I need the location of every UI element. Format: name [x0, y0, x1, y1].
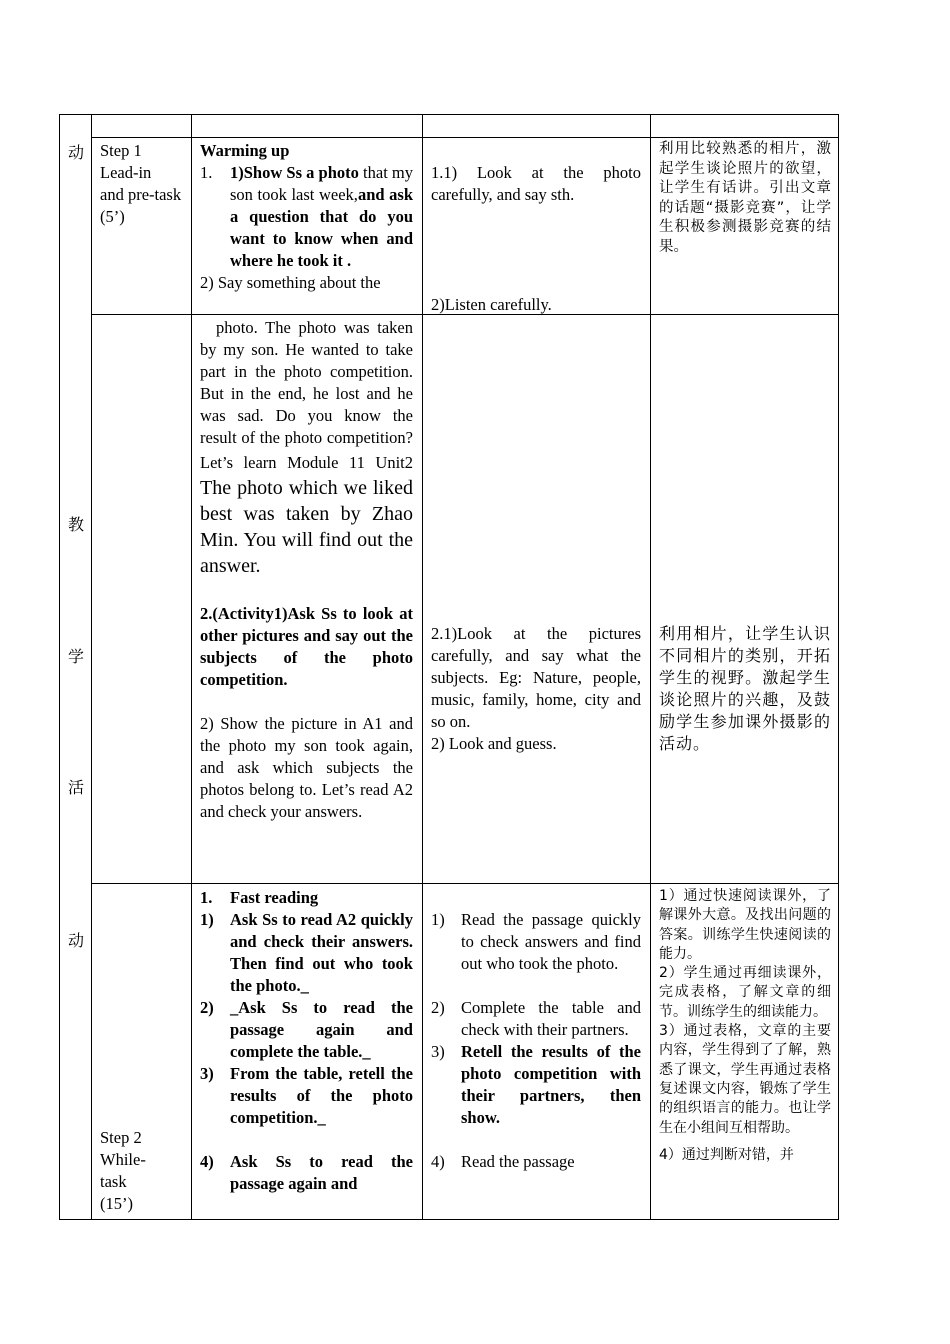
item-text: From the table, retell the results of the photo competition._ [230, 1064, 413, 1127]
item-text: Ask Ss to read A2 quickly and check their answers. Then find out who took the photo._ [230, 910, 413, 995]
item-number: 4) [431, 1152, 445, 1171]
table-border-top [59, 114, 839, 115]
side-label-char: 动 [67, 143, 84, 162]
item-number: 1) [200, 910, 214, 929]
step2-label-line: While- [100, 1150, 146, 1169]
col-divider-1 [91, 114, 92, 1220]
cont-teacher-activity [200, 317, 413, 823]
cont-teacher-text: photo. The photo was taken by my son. He wanted to take part in the photo competition. But in the end, he lost and he was sad. Do you know the result of the photo competition? Let’s learn Module 11 Unit2 [200, 318, 413, 472]
heading-number: 1. [200, 888, 213, 907]
step1-purpose: 利用比较熟悉的相片，激起学生谈论照片的欲望，让学生有话讲。引出文章的话题“摄影竞赛”，让学生积极参测摄影竞赛的结果。 [659, 141, 831, 255]
row-divider-3 [91, 883, 839, 884]
warming-up-heading: Warming up [200, 141, 290, 160]
step2-student-item [431, 1151, 641, 1173]
step2-label [100, 1127, 186, 1215]
item-number: 2) [431, 998, 445, 1017]
table-border-right [838, 114, 839, 1220]
step2-teacher-item [200, 909, 413, 997]
purpose-para: 3）通过表格，文章的主要内容，学生得到了了解，熟悉了课文，学生再通过表格复述课文内容，锻炼了学生的组织语言的能力。也让学生在小组间互相帮助。 [659, 1023, 831, 1136]
cont-purpose: 利用相片，让学生认识不同相片的类别，开拓学生的视野。激起学生谈论照片的兴趣，及鼓励学生参加课外摄影的活动。 [659, 624, 831, 753]
side-label-char: 教 [67, 515, 84, 534]
item-number: 1. [200, 163, 213, 182]
step1-label-line: Lead-in [100, 163, 152, 182]
item-text: _Ask Ss to read the passage again and complete the table._ [230, 998, 413, 1061]
step2-label-line: (15’) [100, 1194, 133, 1213]
step2-teacher-activity [200, 887, 413, 1195]
item-text: Complete the table and check with their partners. [461, 998, 641, 1039]
step1-student-activity-1: 1.1) Look at the photo carefully, and say sth. [431, 163, 641, 204]
step2-label-line: task [100, 1172, 127, 1191]
step1-teacher-activity [200, 140, 413, 294]
item-number: 4) [200, 1152, 214, 1171]
row-divider-1 [91, 137, 839, 138]
col-divider-4 [650, 114, 651, 1220]
item-number: 3) [200, 1064, 214, 1083]
purpose-para: 4）通过判断对错，并 [659, 1146, 794, 1163]
purpose-para: 1）通过快速阅读课外，了解课外大意。及找出问题的答案。训练学生快速阅读的能力。 [659, 888, 831, 962]
item-text: that my son took last week, [230, 163, 413, 204]
col-divider-2 [191, 114, 192, 1220]
step2-student-item [431, 1041, 641, 1129]
step1-label [100, 140, 186, 228]
step2-teacher-item [200, 1063, 413, 1129]
item-number: 1) [431, 910, 445, 929]
table-border-left [59, 114, 60, 1220]
item-text: Read the passage quickly to check answers and find out who took the photo. [461, 910, 641, 973]
step2-student-item [431, 997, 641, 1041]
step1-label-line: and pre-task [100, 185, 182, 204]
table-border-bottom [59, 1219, 839, 1220]
side-label-char: 学 [67, 647, 84, 666]
item-number: 3) [431, 1042, 445, 1061]
heading-text: Fast reading [230, 888, 319, 907]
step1-label-line: Step 1 [100, 141, 142, 160]
item-number: 2) [200, 998, 214, 1017]
item-bold-text: and ask a question that do you want to know when and where he took it . [230, 185, 413, 270]
step2-teacher-item [200, 1151, 413, 1195]
step1-student-activity-2: 2)Listen carefully. [431, 295, 552, 314]
cont-teacher-text-2: 2) Show the picture in A1 and the photo my son took again, and ask which subjects the photos belong to. Let’s read A2 and check your answers. [200, 714, 413, 821]
side-label-char: 动 [67, 931, 84, 950]
step1-label-line: (5’) [100, 207, 125, 226]
cont-teacher-text-large: The photo which we liked best was taken by Zhao Min. You will find out the answer. [200, 477, 413, 577]
step2-teacher-item [200, 997, 413, 1063]
step1-teacher-item [200, 162, 413, 272]
side-label-char: 活 [67, 778, 84, 797]
purpose-para: 2）学生通过再细读课外，完成表格，了解文章的细节。训练学生的细读能力。 [659, 965, 831, 1020]
step2-label-line: Step 2 [100, 1128, 142, 1147]
item-text: Ask Ss to read the passage again and [230, 1152, 413, 1193]
cont-student-text: 2.1)Look at the pictures carefully, and say what the subjects. Eg: Nature, people, music, family, home, city and so on. [431, 624, 641, 731]
item-text: Retell the results of the photo competition with their partners, then show. [461, 1042, 641, 1127]
cont-student-text: 2) Look and guess. [431, 734, 557, 753]
step2-student-activity [431, 909, 641, 1173]
cont-student-activity [431, 623, 641, 755]
item-text: Read the passage [461, 1152, 575, 1171]
fast-reading-heading [200, 887, 413, 909]
step2-purpose [659, 887, 831, 1165]
step1-teacher-item2: 2) Say something about the [200, 273, 381, 292]
item-bold-text: 1)Show Ss a photo [230, 163, 359, 182]
activity1-text: 2.(Activity1)Ask Ss to look at other pictures and say out the subjects of the photo competition. [200, 604, 413, 689]
col-divider-3 [422, 114, 423, 1220]
step2-student-item [431, 909, 641, 975]
